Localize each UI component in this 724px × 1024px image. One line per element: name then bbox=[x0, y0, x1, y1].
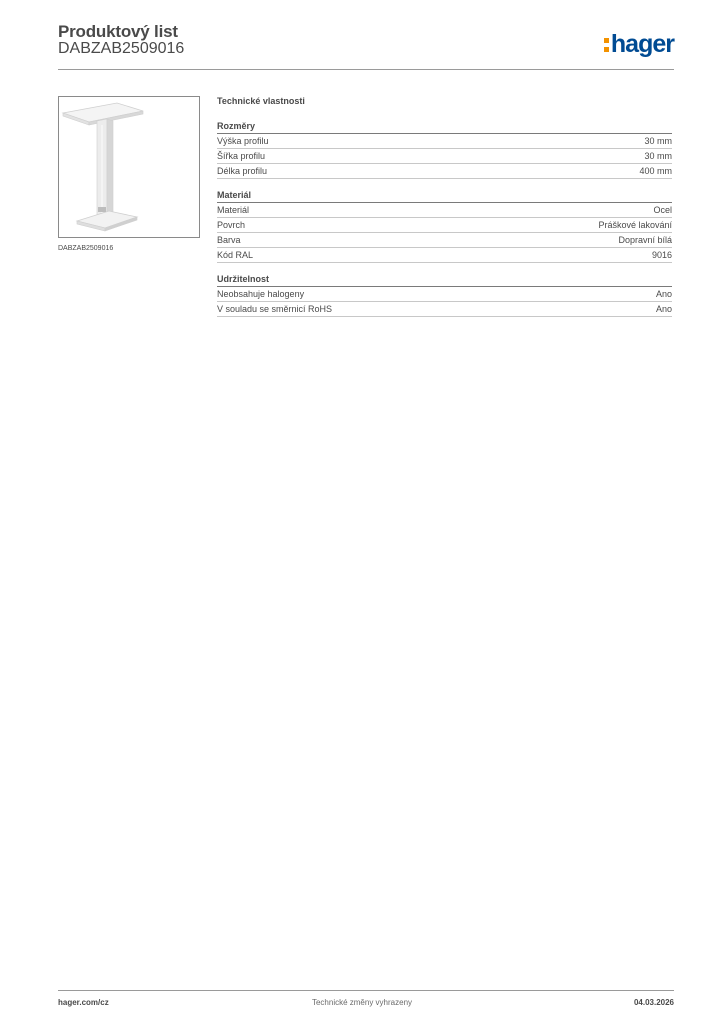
spec-row bbox=[217, 287, 672, 302]
pedestal-stand-image bbox=[59, 97, 199, 237]
spec-label: Délka profilu bbox=[217, 166, 268, 176]
spec-row bbox=[217, 233, 672, 248]
spec-label: Povrch bbox=[217, 220, 246, 230]
product-image bbox=[58, 96, 200, 238]
spec-row bbox=[217, 248, 672, 263]
footer-date: 04.03.2026 bbox=[633, 998, 674, 1007]
spec-group-material bbox=[217, 190, 672, 263]
footer-website-link[interactable]: hager.com/cz bbox=[58, 998, 109, 1007]
spec-value: Ano bbox=[655, 289, 672, 299]
spec-value: Ocel bbox=[653, 205, 672, 215]
spec-row bbox=[217, 203, 672, 218]
spec-value: 30 mm bbox=[644, 136, 672, 146]
spec-row bbox=[217, 134, 672, 149]
group-title: Udržitelnost bbox=[217, 274, 672, 287]
spec-value: Ano bbox=[655, 304, 672, 314]
spec-group-dimensions bbox=[217, 121, 672, 179]
footer-note: Technické změny vyhrazeny bbox=[311, 998, 413, 1007]
spec-group-sustainability bbox=[217, 274, 672, 317]
page-title: Produktový list bbox=[58, 22, 178, 41]
spec-label: Neobsahuje halogeny bbox=[217, 289, 305, 299]
spec-value: 30 mm bbox=[644, 151, 672, 161]
group-title: Rozměry bbox=[217, 121, 672, 134]
spec-value: Práškové lakování bbox=[598, 220, 672, 230]
spec-row bbox=[217, 164, 672, 179]
technical-specs bbox=[217, 96, 672, 317]
spec-label: Barva bbox=[217, 235, 241, 245]
spec-row bbox=[217, 218, 672, 233]
footer-divider bbox=[58, 990, 674, 991]
hager-logo[interactable] bbox=[604, 30, 674, 59]
specs-title: Technické vlastnosti bbox=[217, 96, 305, 106]
spec-label: Materiál bbox=[217, 205, 250, 215]
spec-row bbox=[217, 149, 672, 164]
spec-value: Dopravní bílá bbox=[618, 235, 672, 245]
spec-value: 400 mm bbox=[639, 166, 672, 176]
image-caption: DABZAB2509016 bbox=[58, 245, 114, 252]
group-title: Materiál bbox=[217, 190, 672, 203]
spec-label: Šířka profilu bbox=[217, 151, 266, 161]
spec-label: Kód RAL bbox=[217, 250, 254, 260]
spec-label: V souladu se směrnicí RoHS bbox=[217, 304, 333, 314]
logo-dots-icon bbox=[604, 36, 609, 54]
header-divider bbox=[58, 69, 674, 70]
spec-value: 9016 bbox=[651, 250, 672, 260]
spec-row bbox=[217, 302, 672, 317]
logo-text: hager bbox=[610, 30, 674, 58]
spec-label: Výška profilu bbox=[217, 136, 269, 146]
product-code: DABZAB2509016 bbox=[58, 40, 185, 57]
